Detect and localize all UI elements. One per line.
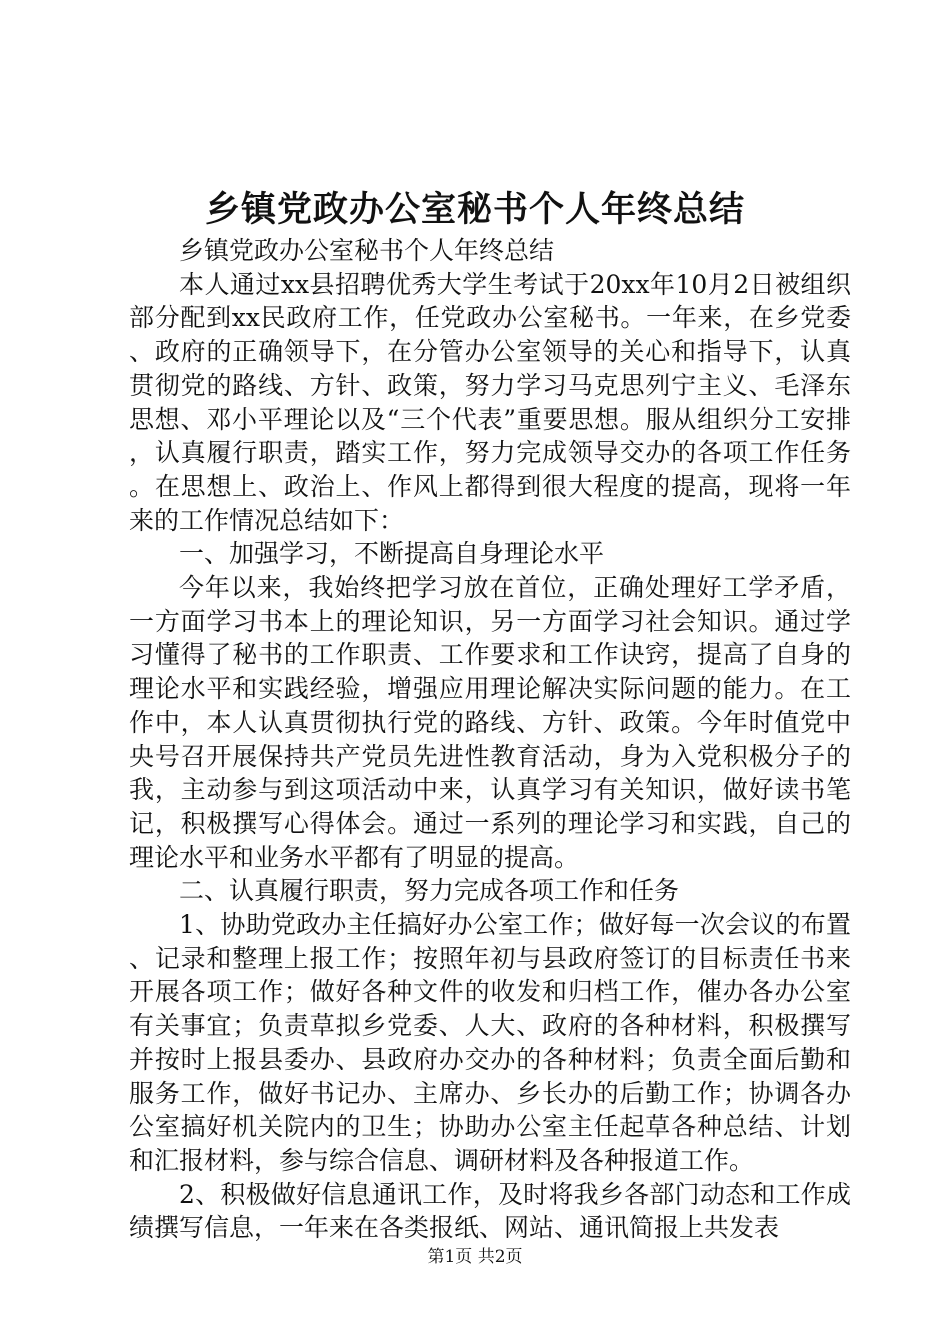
body-paragraph: 2、积极做好信息通讯工作，及时将我乡各部门动态和工作成绩撰写信息，一年来在各类报纸、网站、通讯简报上共发表 [129,1179,851,1243]
document-body [129,234,851,1245]
body-paragraph: 本人通过xx县招聘优秀大学生考试于20xx年10月2日被组织部分配到xx民政府工作，任党政办公室秘书。一年来，在乡党委、政府的正确领导下，在分管办公室领导的关心和指导下，认真贯彻党的路线、方针、政策，努力学习马克思列宁主义、毛泽东思想、邓小平理论以及“三个代表”重要思想。服从组织分工安排，认真履行职责，踏实工作，努力完成领导交办的各项工作任务。在思想上、政治上、作风上都得到很大程度的提高，现将一年来的工作情况总结如下： [129,269,851,535]
body-paragraph: 乡镇党政办公室秘书个人年终总结 [179,236,555,265]
document-title: 乡镇党政办公室秘书个人年终总结 [204,189,745,230]
body-paragraph: 今年以来，我始终把学习放在首位，正确处理好工学矛盾，一方面学习书本上的理论知识，另一方面学习社会知识。通过学习懂得了秘书的工作职责、工作要求和工作诀窍，提高了自身的理论水平和实践经验，增强应用理论解决实际问题的能力。在工作中，本人认真贯彻执行党的路线、方针、政策。今年时值党中央号召开展保持共产党员先进性教育活动，身为入党积极分子的我，主动参与到这项活动中来，认真学习有关知识，做好读书笔记，积极撰写心得体会。通过一系列的理论学习和实践，自己的理论水平和业务水平都有了明显的提高。 [129,573,851,872]
body-paragraph: 1、协助党政办主任搞好办公室工作；做好每一次会议的布置、记录和整理上报工作；按照年初与县政府签订的目标责任书来开展各项工作；做好各种文件的收发和归档工作，催办各办公室有关事宜；负责草拟乡党委、人大、政府的各种材料，积极撰写并按时上报县委办、县政府办交办的各种材料；负责全面后勤和服务工作，做好书记办、主席办、乡长办的后勤工作；协调各办公室搞好机关院内的卫生；协助办公室主任起草各种总结、计划和汇报材料，参与综合信息、调研材料及各种报道工作。 [129,910,851,1175]
page-number: 第1页 共2页 [427,1247,523,1267]
section-heading: 一、加强学习，不断提高自身理论水平 [179,539,605,569]
section-heading: 二、认真履行职责，努力完成各项工作和任务 [179,876,680,906]
